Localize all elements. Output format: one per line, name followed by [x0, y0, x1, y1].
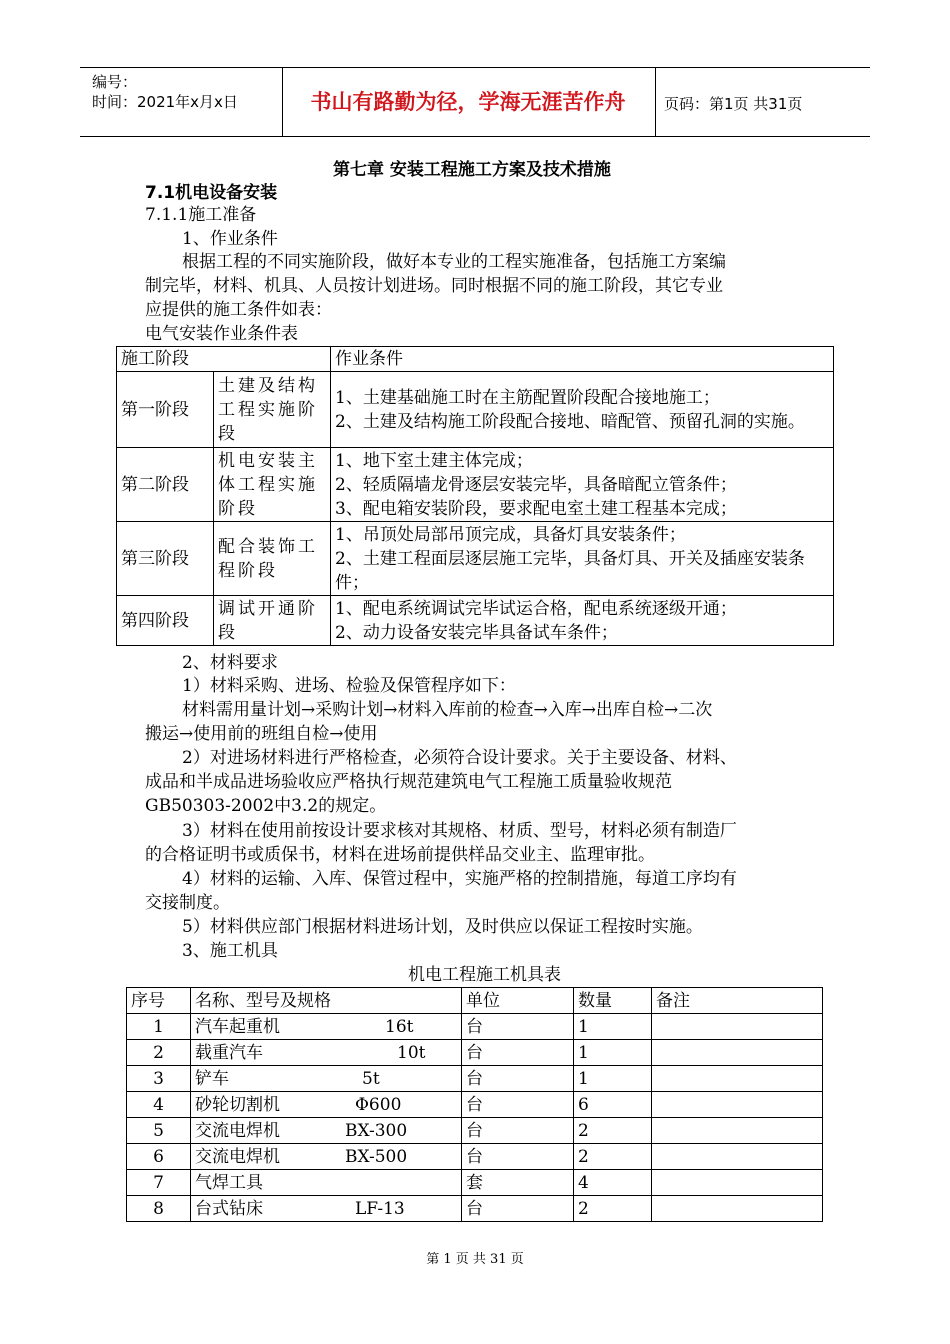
condition-line: 1、土建基础施工时在主筋配置阶段配合接地施工；: [335, 387, 720, 408]
table-row: [127, 1040, 823, 1066]
note-cell: [652, 1118, 823, 1144]
table-header-cell: 数量: [574, 988, 652, 1014]
condition-line: 1、吊顶处局部吊顶完成，具备灯具安装条件；: [335, 524, 686, 545]
tool-spec: Φ600: [355, 1094, 402, 1115]
qty-cell: 2: [574, 1144, 652, 1170]
table-header-cell: 名称、型号及规格: [191, 988, 462, 1014]
conditions-cell: [331, 522, 834, 596]
paragraph-line: 材料需用量计划→采购计划→材料入库前的检查→入库→出库自检→二次: [182, 700, 713, 720]
tool-name-cell: [191, 1092, 462, 1118]
unit-cell: 台: [462, 1014, 574, 1040]
tool-name: 铲车: [195, 1068, 229, 1089]
item-construction-tools: 3、施工机具: [182, 941, 278, 961]
table-row: [117, 372, 834, 448]
conditions-cell: [331, 448, 834, 522]
header-page-label: 页码：第1页 共31页: [664, 95, 803, 113]
table-row: [117, 522, 834, 596]
tool-spec: BX-300: [345, 1120, 408, 1141]
note-cell: [652, 1170, 823, 1196]
paragraph-line: 2）对进场材料进行严格检查，必须符合设计要求。关于主要设备、材料、: [182, 748, 737, 768]
tool-name-cell: [191, 1118, 462, 1144]
paragraph-line: GB50303-2002中3.2的规定。: [145, 796, 387, 816]
note-cell: [652, 1092, 823, 1118]
work-conditions-table: [116, 346, 834, 646]
unit-cell: 台: [462, 1118, 574, 1144]
tools-table: [126, 987, 823, 1222]
note-cell: [652, 1144, 823, 1170]
tool-spec: LF-13: [355, 1198, 405, 1219]
condition-line: 1、配电系统调试完毕试运合格，配电系统逐级开通；: [335, 598, 737, 619]
paragraph-line: 成品和半成品进场验收应严格执行规范建筑电气工程施工质量验收规范: [145, 772, 672, 792]
table-row: [127, 1066, 823, 1092]
row-number: 2: [127, 1040, 191, 1066]
condition-line: 2、动力设备安装完毕具备试车条件；: [335, 622, 618, 643]
conditions-cell: [331, 372, 834, 448]
table-row: [127, 1196, 823, 1222]
paragraph-line: 3）材料在使用前按设计要求核对其规格、材质、型号，材料必须有制造厂: [182, 821, 737, 841]
qty-cell: 1: [574, 1014, 652, 1040]
header-divider-right: [655, 67, 656, 137]
stage-cell: 第二阶段: [117, 448, 214, 522]
unit-cell: 台: [462, 1196, 574, 1222]
table-row: [127, 1118, 823, 1144]
qty-cell: 1: [574, 1040, 652, 1066]
table-row: [117, 448, 834, 522]
tool-name-cell: [191, 1196, 462, 1222]
tool-name: 砂轮切割机: [195, 1094, 280, 1115]
item-material-requirements: 2、材料要求: [182, 653, 278, 673]
paragraph-line: 制完毕，材料、机具、人员按计划进场。同时根据不同的施工阶段，其它专业: [145, 276, 723, 296]
tool-spec: 16t: [385, 1016, 414, 1037]
row-number: 6: [127, 1144, 191, 1170]
tool-name-cell: [191, 1040, 462, 1066]
paragraph-line: 交接制度。: [145, 893, 230, 913]
stage-desc-cell: 配合装饰工程阶段: [214, 522, 331, 596]
tool-name-cell: [191, 1170, 462, 1196]
tool-name-cell: [191, 1144, 462, 1170]
table-row: [127, 1144, 823, 1170]
chapter-title: 第七章 安装工程施工方案及技术措施: [333, 160, 611, 180]
note-cell: [652, 1196, 823, 1222]
table-header-cell: 备注: [652, 988, 823, 1014]
conditions-cell: [331, 596, 834, 646]
paragraph-line: 1）材料采购、进场、检验及保管程序如下：: [182, 676, 516, 696]
row-number: 3: [127, 1066, 191, 1092]
condition-line: 2、土建工程面层逐层施工完毕，具备灯具、开关及插座安装条件；: [335, 548, 805, 593]
condition-line: 3、配电箱安装阶段，要求配电室土建工程基本完成；: [335, 498, 737, 519]
condition-line: 2、土建及结构施工阶段配合接地、暗配管、预留孔洞的实施。: [335, 411, 805, 432]
stage-cell: 第三阶段: [117, 522, 214, 596]
table-row: [127, 1092, 823, 1118]
unit-cell: 台: [462, 1066, 574, 1092]
section-title: 7.1机电设备安装: [145, 183, 278, 203]
table-row: [117, 596, 834, 646]
stage-desc-cell: 调试开通阶段: [214, 596, 331, 646]
tool-name: 交流电焊机: [195, 1146, 280, 1167]
table-header-cell: 施工阶段: [117, 347, 331, 372]
row-number: 4: [127, 1092, 191, 1118]
tool-name: 交流电焊机: [195, 1120, 280, 1141]
tool-name: 气焊工具: [195, 1172, 263, 1193]
table-row: [127, 1014, 823, 1040]
tool-name: 台式钻床: [195, 1198, 263, 1219]
paragraph-line: 搬运→使用前的班组自检→使用: [145, 724, 378, 744]
qty-cell: 1: [574, 1066, 652, 1092]
tool-name-cell: [191, 1066, 462, 1092]
condition-line: 2、轻质隔墙龙骨逐层安装完毕，具备暗配立管条件；: [335, 474, 737, 495]
qty-cell: 2: [574, 1118, 652, 1144]
header-top-rule: [80, 67, 870, 68]
stage-cell: 第四阶段: [117, 596, 214, 646]
qty-cell: 2: [574, 1196, 652, 1222]
stage-cell: 第一阶段: [117, 372, 214, 448]
item-work-conditions: 1、作业条件: [182, 229, 278, 249]
table-row: [127, 1170, 823, 1196]
tool-spec: 10t: [397, 1042, 426, 1063]
stage-desc-cell: 土建及结构工程实施阶段: [214, 372, 331, 448]
tool-name: 汽车起重机: [195, 1016, 280, 1037]
stage-desc-cell: 机电安装主体工程实施阶段: [214, 448, 331, 522]
header-number-label: 编号：: [92, 73, 138, 91]
qty-cell: 4: [574, 1170, 652, 1196]
table1-caption: 电气安装作业条件表: [145, 324, 298, 344]
header-motto: 书山有路勤为径，学海无涯苦作舟: [310, 90, 626, 114]
paragraph-line: 应提供的施工条件如表：: [145, 300, 332, 320]
note-cell: [652, 1014, 823, 1040]
unit-cell: 台: [462, 1092, 574, 1118]
note-cell: [652, 1066, 823, 1092]
page-footer: 第 1 页 共 31 页: [426, 1252, 524, 1267]
paragraph-line: 的合格证明书或质保书，材料在进场前提供样品交业主、监理审批。: [145, 845, 655, 865]
row-number: 7: [127, 1170, 191, 1196]
paragraph-line: 4）材料的运输、入库、保管过程中，实施严格的控制措施，每道工序均有: [182, 869, 737, 889]
tool-spec: BX-500: [345, 1146, 408, 1167]
note-cell: [652, 1040, 823, 1066]
unit-cell: 台: [462, 1144, 574, 1170]
table-header-row: [127, 988, 823, 1014]
table2-caption: 机电工程施工机具表: [408, 965, 561, 985]
condition-line: 1、地下室土建主体完成；: [335, 450, 533, 471]
paragraph-line: 根据工程的不同实施阶段，做好本专业的工程实施准备，包括施工方案编: [182, 252, 726, 272]
row-number: 5: [127, 1118, 191, 1144]
table-header-cell: 作业条件: [331, 347, 834, 372]
tool-name: 载重汽车: [195, 1042, 263, 1063]
row-number: 8: [127, 1196, 191, 1222]
row-number: 1: [127, 1014, 191, 1040]
tool-name-cell: [191, 1014, 462, 1040]
header-bottom-rule: [80, 136, 870, 137]
unit-cell: 台: [462, 1040, 574, 1066]
tool-spec: 5t: [362, 1068, 380, 1089]
qty-cell: 6: [574, 1092, 652, 1118]
header-date-label: 时间：2021年x月x日: [92, 93, 238, 111]
table-header-cell: 单位: [462, 988, 574, 1014]
table-header-cell: 序号: [127, 988, 191, 1014]
table-header-row: [117, 347, 834, 372]
subsection-title: 7.1.1施工准备: [145, 205, 257, 225]
unit-cell: 套: [462, 1170, 574, 1196]
paragraph-line: 5）材料供应部门根据材料进场计划，及时供应以保证工程按时实施。: [182, 917, 703, 937]
